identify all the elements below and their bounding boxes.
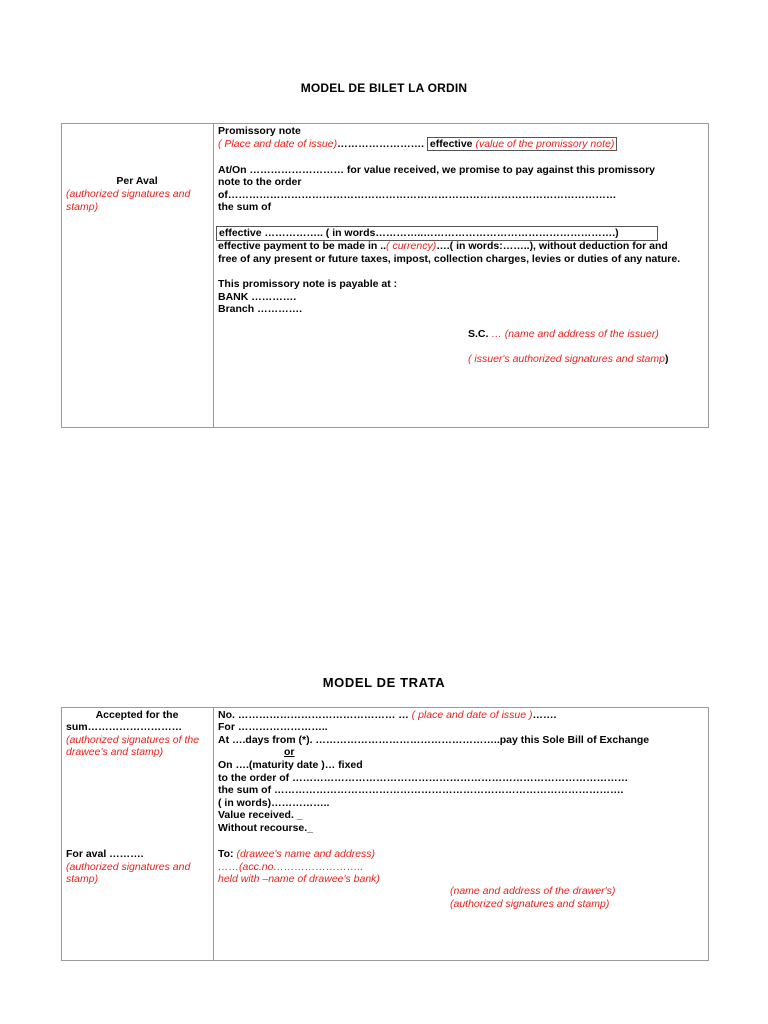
per-aval-label: Per Aval <box>116 175 158 187</box>
at-days-line: At ….days from (*). ……………………………………………..pay this Sole Bill of Exchange <box>218 734 650 746</box>
for-line: For …………………….. <box>218 721 328 733</box>
or-label <box>284 746 295 759</box>
without-recourse-line: Without recourse._ <box>218 822 314 834</box>
trata-place-date-note: ( place and date of issue ) <box>411 709 533 721</box>
issuer-signature-close: ) <box>664 353 669 365</box>
place-date-line <box>218 138 617 151</box>
order-line-2: of………………………………………………………………………………………………… <box>218 189 617 201</box>
to-line <box>218 848 375 861</box>
bank-line: BANK …………. <box>218 291 297 303</box>
issuer-name-note: (name and address of the issuer) <box>504 328 659 340</box>
trata-aval-signature-note-2: stamp) <box>66 873 99 885</box>
drawee-signature-note-2: drawee's and stamp) <box>66 746 164 758</box>
effective-words-box: effective …………….. ( in words…………..……………………………………………….) <box>216 226 658 241</box>
in-words-line: ( in words)…………….. <box>218 797 330 809</box>
issuer-signature-line <box>468 353 668 366</box>
effective-box <box>427 137 617 151</box>
free-of-line: free of any present or future taxes, impost, collection charges, levies or duties of any nature. <box>218 253 681 265</box>
trata-aval-signature-note: (authorized signatures and <box>66 861 191 873</box>
issuer-line <box>468 328 659 341</box>
branch-line: Branch …………. <box>218 303 303 315</box>
trata-title: MODEL DE TRATA <box>322 675 446 690</box>
currency-note: ( currency) <box>386 240 437 252</box>
drawer-signature-note: (authorized signatures and stamp) <box>450 898 610 910</box>
sc-label: S.C. <box>468 328 489 340</box>
held-with-line: held with –name of drawee's bank) <box>218 873 380 885</box>
bilet-column-divider <box>213 124 214 427</box>
no-line <box>218 709 556 722</box>
drawer-name-note: (name and address of the drawer's) <box>450 885 616 897</box>
to-label: To: <box>218 848 234 860</box>
sum-of-line: the sum of <box>218 201 272 213</box>
accepted-sum: sum……………………… <box>66 721 183 733</box>
accepted-label: Accepted for the <box>95 709 179 721</box>
place-date-dots: ……………………. <box>337 138 424 150</box>
at-on-line: At/On ……………………… for value received, we promise to pay against this promissory <box>218 164 656 176</box>
drawee-signature-note: (authorized signatures of the <box>66 734 200 746</box>
or-text: or <box>284 746 295 758</box>
aval-signature-note-2: stamp) <box>66 201 99 213</box>
trata-column-divider <box>213 708 214 960</box>
for-aval-label: For aval ………. <box>66 848 144 860</box>
aval-signature-note: (authorized signatures and <box>66 188 191 200</box>
drawee-name-note: (drawee's name and address) <box>236 848 376 860</box>
no-label: No. ……………………………………… … <box>218 709 409 721</box>
order-of-line: to the order of …………………………………………………………………………………… <box>218 772 629 784</box>
order-line-1: note to the order <box>218 176 302 188</box>
value-note: (value of the promissory note) <box>475 138 615 150</box>
value-received-line: Value received. _ <box>218 809 303 821</box>
payment-suffix: ….( in words:……..), without deduction for and <box>436 240 668 252</box>
maturity-line: On ….(maturity date )… fixed <box>218 759 363 771</box>
issuer-signature-note: ( issuer's authorized signatures and stamp <box>468 353 665 365</box>
payment-line <box>218 240 668 253</box>
promissory-note-heading: Promissory note <box>218 125 301 137</box>
trata-sum-line: the sum of ………………………………………………………………………………………. <box>218 784 624 796</box>
effective-label: effective <box>429 138 473 150</box>
payable-at-line: This promissory note is payable at : <box>218 278 398 290</box>
acc-no-line: ……(acc.no…………………….. <box>218 861 364 873</box>
payment-prefix: effective payment to be made in .. <box>218 240 387 252</box>
place-date-note: ( Place and date of issue) <box>218 138 338 150</box>
bilet-title: MODEL DE BILET LA ORDIN <box>300 81 468 95</box>
no-end-dots: ……. <box>532 709 557 721</box>
sc-dots: … <box>491 328 502 340</box>
